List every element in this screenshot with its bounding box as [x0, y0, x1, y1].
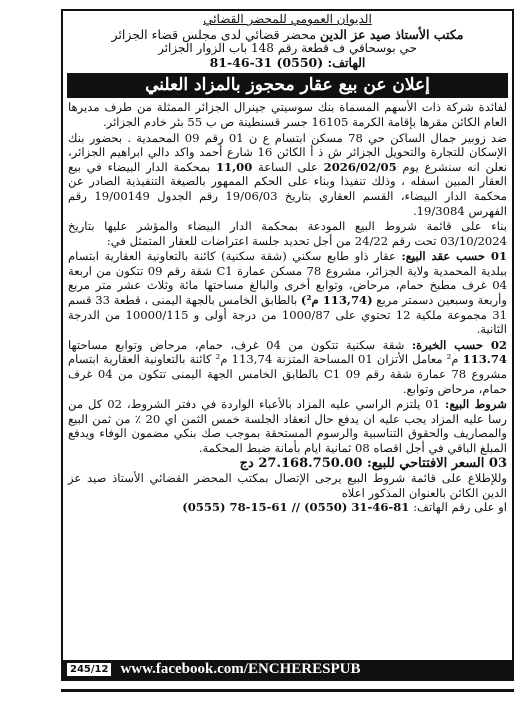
contact-line — [68, 500, 507, 515]
contact-label: او على رقم الهاتف: — [413, 500, 507, 515]
notice-body — [63, 100, 512, 515]
office-name-rest: محضر قضائي لدى مجلس قضاء الجزائر — [111, 26, 321, 42]
sale-contract-text-2: بالطابق الخامس بالجهة اليمنى ، قطعة 33 قسم 31 مجموعة ملكية 12 تحتوي على 1000/87 من درجة أولى و 10000/115 من الدرجة الثانية. — [68, 293, 508, 337]
sale-conditions-label: شروط البيع: — [445, 397, 508, 412]
creditor-paragraph: لفائدة شركة ذات الأسهم المسماة بنك سوسيتي جينرال الجزائر الممثلة من طرف مديرها العام الكائن مقرها بإقامة الكرمة 16105 جسر قسنطينة ص ب 55 بئر خادم الجزائر. — [68, 100, 507, 129]
sale-conditions-section — [68, 397, 507, 455]
auction-date: 2026/02/05 — [323, 159, 397, 174]
sale-conditions-text: 01 يلتزم الراسي عليه المزاد بالأعباء الواردة في دفتر الشروط، 02 كل من رسا عليه المزاد يجب عليه ان يدفع حال انعقاد الجلسة خمس الثمن اي 20 ٪ من ثمن البيع والمصاريف والحقوق التناسبية والرسوم المستحقة بموجب صك بنكي مضمون الوفاء ويدفع المبلغ الباقي في أجل اقصاه 08 ثمانية ايام بأمانة ضبط المحكمة. — [68, 397, 508, 455]
time-label: على الساعة — [258, 159, 318, 174]
bottom-divider — [61, 689, 514, 692]
expertise-label: 02 حسب الخبرة: — [411, 337, 507, 352]
sale-contract-label: 01 حسب عقد البيع: — [401, 249, 508, 264]
notice-number-badge: 245/12 — [66, 662, 112, 677]
notice-title-banner: إعلان عن بيع عقار محجوز بالمزاد العلني — [67, 73, 508, 98]
office-phone — [63, 56, 512, 70]
conditions-deposit-paragraph: بناء على قائمة شروط البيع المودعة بمحكمة الدار البيضاء والمؤشر عليها بتاريخ 03/10/2024 تحت رقم 24/22 من أجل تحديد جلسة اعتراضات للعقار المتمثل في: — [68, 219, 507, 248]
office-address: حي بوسحاقي ف قطعة رقم 148 باب الزوار الجزائر — [158, 41, 417, 56]
sale-contract-section — [68, 249, 507, 337]
opening-price — [68, 457, 507, 472]
office-name — [63, 28, 512, 42]
contact-numbers: (0555) 78-15-61 // (0550) 31-46-81 — [182, 500, 410, 515]
sale-contract-area: (113,74 م²) — [300, 293, 373, 308]
office-name-bold: مكتب الأستاذ صيد عز الدين — [320, 26, 464, 42]
opening-price-label: 03 السعر الافتتاحي للبيع: — [366, 455, 507, 471]
expertise-section — [68, 338, 507, 396]
sale-contract-text: عقار ذاو طابع سكني (شقة سكنية) كائنة بالتعاونية العقارية ابتسام ببلدية المحمدية ولاية الجزائر، مشروع 78 مسكن عمارة C1 شقة رقم 09 تتكون من اربعة 04 غرف مطبخ حمام، مرحاض، وتوابع أخرى والبالغ مساحتها مائة وثلاث عشر متر مربع وأربعة وسبعين دسمتر مربع — [68, 249, 507, 308]
debtor-paragraph — [68, 131, 507, 219]
judgment-text: بمحكمة الدار البيضاء في بيع العقار المبين اسفله ، وذلك تنفيذا وبناء على الحكم الممهور بالصيغة التنفيذية الصادر عن محكمة الدار البيضاء، القسم العقاري بتاريخ 19/06/03 رقم الجدول 19/00149 رقم الفهرس 19/3084. — [68, 159, 508, 218]
facebook-link[interactable]: www.facebook.com/ENCHERESPUB — [120, 661, 361, 677]
office-header — [63, 11, 512, 70]
phone-numbers: 81-46-31 (0550) — [209, 54, 324, 70]
opening-price-currency: دج — [239, 455, 254, 471]
bank-presence-text: بحضور بنك الإسكان للتجارة والتحويل الجزائر ش ذ أ الكائن 16 شارع أحمد واكد دالي ابراهيم الجزائر، نعلن انه سنشرع يوم — [68, 130, 508, 174]
expertise-area: 113.74 — [462, 352, 507, 367]
expertise-text-2: م² معامل الأتزان 01 المساحة المتزنة 113,74 م² كائنة بالتعاونية العقارية ابتسام مشروع 78 عمارة شقة رقم 09 C1 بالطابق الخامس الجهة اليمنى تتكون من 04 غرف حمام، مرحاض وتوابع. — [68, 352, 507, 396]
auction-notice — [61, 9, 514, 681]
expertise-text: شقة سكنية تتكون من 04 غرف، حمام، مرحاض وتوابع مساحتها — [68, 337, 405, 352]
debtor-text: ضد زوبير جمال الساكن حي 78 مسكن ابتسام ع ن 01 رقم 09 المحمدية . — [127, 130, 507, 145]
auction-time: 11,00 — [215, 159, 253, 174]
opening-price-value: 27.168.750.00 — [258, 455, 363, 471]
info-paragraph: وللإطلاع على قائمة شروط البيع يرجى الإتصال بمكتب المحضر القضائي الأستاذ صيد عز الدين الكائن بالعنوان المذكور اعلاه — [68, 471, 507, 500]
footer-bar — [63, 660, 512, 679]
phone-label: الهاتف: — [327, 54, 366, 70]
office-public-title: الديوان العمومي للمحضر القضائي — [203, 12, 372, 26]
